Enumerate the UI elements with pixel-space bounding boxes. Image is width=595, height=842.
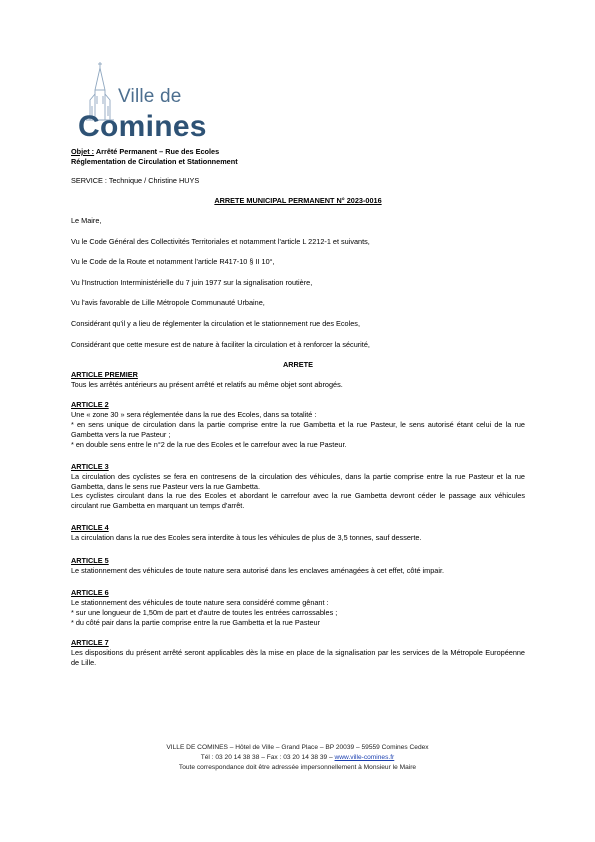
preamble-line: Vu l'avis favorable de Lille Métropole Communauté Urbaine,: [71, 298, 265, 307]
article-text: Les cyclistes circulant dans la rue des Ecoles et abordant le carrefour avec la rue Gambetta devront céder le passage aux véhicules circulant rue Gambetta en marquant un temps d'arrêt.: [71, 491, 525, 510]
article-text: * en double sens entre le n°2 de la rue des Ecoles et le carrefour avec la rue Pasteur.: [71, 440, 347, 449]
preamble-line: Vu le Code de la Route et notamment l'article R417-10 § II 10°,: [71, 257, 275, 266]
footer-website-link[interactable]: www.ville-comines.fr: [334, 754, 395, 761]
article-heading: ARTICLE 4: [71, 523, 109, 532]
preamble-line: Vu l'Instruction Interministérielle du 7 juin 1977 sur la signalisation routière,: [71, 278, 313, 287]
article-heading: ARTICLE PREMIER: [71, 370, 138, 379]
footer-phone: Tél : 03 20 14 38 38 – Fax : 03 20 14 38 39 –: [200, 754, 335, 761]
comines-logo: [78, 60, 208, 143]
article-text: Le stationnement des véhicules de toute nature sera considéré comme gênant :: [71, 598, 329, 607]
preamble-line: Considérant que cette mesure est de nature à faciliter la circulation et à renforcer la sécurité,: [71, 340, 370, 349]
article-text: * du côté pair dans la partie comprise entre la rue Gambetta et la rue Pasteur: [71, 618, 321, 627]
article-text: La circulation des cyclistes se fera en contresens de la circulation des véhicules, dans la partie comprise entre la rue Pasteur et la rue Gambetta, dans le sens rue Pasteur vers la rue Gambetta.: [71, 472, 525, 491]
article-heading: ARTICLE 3: [71, 462, 109, 471]
preamble-line: Vu le Code Général des Collectivités Territoriales et notamment l'article L 2212-1 et suivants,: [71, 237, 370, 246]
preamble-line: Le Maire,: [71, 216, 102, 225]
article-text: Une « zone 30 » sera réglementée dans la rue des Ecoles, dans sa totalité :: [71, 410, 317, 419]
article-heading: ARTICLE 7: [71, 638, 109, 647]
article-heading: ARTICLE 2: [71, 400, 109, 409]
logo-comines-text: Comines: [78, 110, 207, 143]
article-text: La circulation dans la rue des Ecoles sera interdite à tous les véhicules de plus de 3,5 tonnes, sauf desserte.: [71, 533, 422, 542]
article-heading: ARTICLE 5: [71, 556, 109, 565]
article-text: * sur une longueur de 1,50m de part et d'autre de toutes les entrées carrossables ;: [71, 608, 338, 617]
arrete-title: ARRETE MUNICIPAL PERMANENT N° 2023-0016: [214, 196, 382, 205]
objet-line-2: Réglementation de Circulation et Stationnement: [71, 157, 238, 166]
objet-label: Objet :: [71, 147, 95, 156]
article-text: * en sens unique de circulation dans la partie comprise entre la rue Gambetta et la rue Pasteur, le sens autorisé étant celui de la rue Gambetta vers la rue Pasteur ;: [71, 420, 525, 439]
footer-address: VILLE DE COMINES – Hôtel de Ville – Grand Place – BP 20039 – 59559 Comines Cedex: [166, 744, 429, 751]
footer-note: Toute correspondance doit être adressée impersonnellement à Monsieur le Maire: [178, 764, 417, 771]
article-text: Les dispositions du présent arrêté seront applicables dès la mise en place de la signalisation par les services de la Métropole Européenne de Lille.: [71, 648, 525, 667]
logo-ville-text: Ville de: [118, 86, 182, 107]
objet-text: Arrêté Permanent – Rue des Ecoles: [94, 147, 220, 156]
article-text: Le stationnement des véhicules de toute nature sera autorisé dans les enclaves aménagées à cet effet, côté impair.: [71, 566, 445, 575]
footer-contact: [60, 753, 535, 763]
arrete-heading: ARRETE: [283, 360, 313, 369]
objet-line: [71, 147, 525, 157]
article-heading: ARTICLE 6: [71, 588, 109, 597]
service-line: SERVICE : Technique / Christine HUYS: [71, 176, 200, 185]
article-text: Tous les arrêtés antérieurs au présent arrêté et relatifs au même objet sont abrogés.: [71, 380, 343, 389]
preamble-line: Considérant qu'il y a lieu de réglementer la circulation et le stationnement rue des Ecoles,: [71, 319, 360, 328]
